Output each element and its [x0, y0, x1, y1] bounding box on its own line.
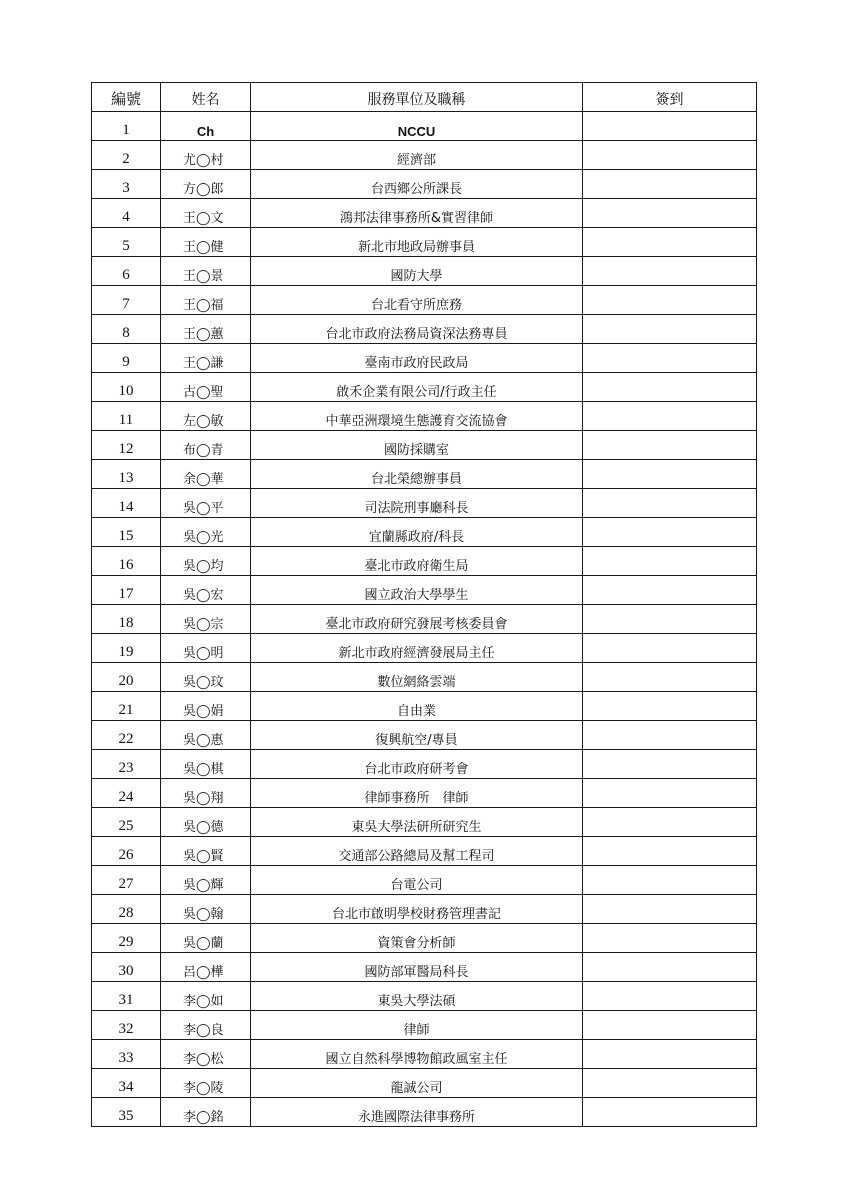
row-unit-cell: 國立政治大學學生	[251, 576, 583, 605]
row-unit-cell: 國防採購室	[251, 431, 583, 460]
row-signature-cell[interactable]	[583, 1069, 757, 1098]
row-unit-cell: 永進國際法律事務所	[251, 1098, 583, 1127]
table-row	[92, 315, 757, 344]
row-signature-cell[interactable]	[583, 547, 757, 576]
row-signature-cell[interactable]	[583, 982, 757, 1011]
row-number-cell: 20	[92, 663, 161, 692]
row-unit-cell: 經濟部	[251, 141, 583, 170]
row-unit-cell: 台北榮總辦事員	[251, 460, 583, 489]
row-number-cell: 10	[92, 373, 161, 402]
row-name-cell: 吳◯娟	[161, 692, 251, 721]
row-unit-cell: 臺南市政府民政局	[251, 344, 583, 373]
row-number-cell: 5	[92, 228, 161, 257]
table-row	[92, 895, 757, 924]
row-number-cell: 9	[92, 344, 161, 373]
row-signature-cell[interactable]	[583, 199, 757, 228]
row-number-cell: 32	[92, 1011, 161, 1040]
row-unit-cell: 東吳大學法碩	[251, 982, 583, 1011]
header-name: 姓名	[161, 83, 251, 112]
row-unit-cell: 鴻邦法律事務所&實習律師	[251, 199, 583, 228]
row-unit-cell: 司法院刑事廳科長	[251, 489, 583, 518]
row-name-cell: 吳◯宗	[161, 605, 251, 634]
row-name-cell: 王◯健	[161, 228, 251, 257]
row-number-cell: 23	[92, 750, 161, 779]
row-unit-cell: 國立自然科學博物館政風室主任	[251, 1040, 583, 1069]
table-row	[92, 431, 757, 460]
table-row	[92, 1040, 757, 1069]
table-row	[92, 634, 757, 663]
table-row	[92, 982, 757, 1011]
row-unit-cell: 台西鄉公所課長	[251, 170, 583, 199]
row-signature-cell[interactable]	[583, 112, 757, 141]
table-row	[92, 170, 757, 199]
row-unit-cell: 啟禾企業有限公司/行政主任	[251, 373, 583, 402]
row-name-cell: 吳◯棋	[161, 750, 251, 779]
row-signature-cell[interactable]	[583, 837, 757, 866]
table-row	[92, 373, 757, 402]
table-row	[92, 837, 757, 866]
table-row	[92, 112, 757, 141]
table-row	[92, 663, 757, 692]
table-row	[92, 779, 757, 808]
row-number-cell: 26	[92, 837, 161, 866]
row-number-cell: 25	[92, 808, 161, 837]
row-signature-cell[interactable]	[583, 170, 757, 199]
row-number-cell: 19	[92, 634, 161, 663]
signin-table	[91, 82, 757, 1127]
row-name-cell: 吳◯賢	[161, 837, 251, 866]
header-row	[92, 83, 757, 112]
table-row	[92, 257, 757, 286]
row-name-cell: 吳◯玟	[161, 663, 251, 692]
row-number-cell: 4	[92, 199, 161, 228]
row-unit-cell: 台北市啟明學校財務管理書記	[251, 895, 583, 924]
row-unit-cell: 宜蘭縣政府/科長	[251, 518, 583, 547]
row-number-cell: 3	[92, 170, 161, 199]
row-signature-cell[interactable]	[583, 953, 757, 982]
row-name-cell: 李◯松	[161, 1040, 251, 1069]
row-unit-cell: 臺北市政府研究發展考核委員會	[251, 605, 583, 634]
row-signature-cell[interactable]	[583, 344, 757, 373]
row-number-cell: 28	[92, 895, 161, 924]
row-name-cell: 吳◯翔	[161, 779, 251, 808]
row-name-cell: 吳◯宏	[161, 576, 251, 605]
row-unit-cell: 國防大學	[251, 257, 583, 286]
table-row	[92, 605, 757, 634]
row-signature-cell[interactable]	[583, 721, 757, 750]
row-name-cell: 布◯青	[161, 431, 251, 460]
row-unit-cell: 龍誠公司	[251, 1069, 583, 1098]
row-signature-cell[interactable]	[583, 1011, 757, 1040]
table-row	[92, 199, 757, 228]
row-name-cell: 吳◯均	[161, 547, 251, 576]
row-name-cell: 古◯聖	[161, 373, 251, 402]
row-name-cell: 李◯良	[161, 1011, 251, 1040]
row-signature-cell[interactable]	[583, 1098, 757, 1127]
row-number-cell: 12	[92, 431, 161, 460]
table-row	[92, 344, 757, 373]
row-unit-cell: 資策會分析師	[251, 924, 583, 953]
row-signature-cell[interactable]	[583, 228, 757, 257]
row-name-cell: 王◯文	[161, 199, 251, 228]
row-signature-cell[interactable]	[583, 489, 757, 518]
row-unit-cell: 東吳大學法研所研究生	[251, 808, 583, 837]
header-sign: 簽到	[583, 83, 757, 112]
table-row	[92, 692, 757, 721]
row-name-cell: 吳◯光	[161, 518, 251, 547]
table-row	[92, 1011, 757, 1040]
row-unit-cell: 新北市地政局辦事員	[251, 228, 583, 257]
row-number-cell: 14	[92, 489, 161, 518]
row-name-cell: 吳◯蘭	[161, 924, 251, 953]
row-unit-cell: 復興航空/專員	[251, 721, 583, 750]
row-name-cell: 余◯華	[161, 460, 251, 489]
row-unit-cell: 中華亞洲環境生態護育交流協會	[251, 402, 583, 431]
row-number-cell: 27	[92, 866, 161, 895]
row-number-cell: 13	[92, 460, 161, 489]
row-name-cell: Ch	[161, 112, 251, 141]
header-number: 編號	[92, 83, 161, 112]
row-name-cell: 吳◯輝	[161, 866, 251, 895]
row-number-cell: 18	[92, 605, 161, 634]
row-signature-cell[interactable]	[583, 576, 757, 605]
row-name-cell: 吳◯翰	[161, 895, 251, 924]
row-unit-cell: 律師事務所 律師	[251, 779, 583, 808]
row-unit-cell: 國防部軍醫局科長	[251, 953, 583, 982]
row-signature-cell[interactable]	[583, 141, 757, 170]
row-number-cell: 6	[92, 257, 161, 286]
row-name-cell: 李◯銘	[161, 1098, 251, 1127]
row-number-cell: 21	[92, 692, 161, 721]
row-name-cell: 王◯景	[161, 257, 251, 286]
row-number-cell: 15	[92, 518, 161, 547]
row-signature-cell[interactable]	[583, 866, 757, 895]
row-number-cell: 33	[92, 1040, 161, 1069]
row-signature-cell[interactable]	[583, 1040, 757, 1069]
row-number-cell: 22	[92, 721, 161, 750]
row-unit-cell: 自由業	[251, 692, 583, 721]
row-unit-cell: 台電公司	[251, 866, 583, 895]
table-row	[92, 228, 757, 257]
row-signature-cell[interactable]	[583, 460, 757, 489]
row-number-cell: 16	[92, 547, 161, 576]
row-name-cell: 尤◯村	[161, 141, 251, 170]
row-name-cell: 方◯郎	[161, 170, 251, 199]
row-signature-cell[interactable]	[583, 315, 757, 344]
row-name-cell: 吳◯惠	[161, 721, 251, 750]
row-unit-cell: NCCU	[251, 112, 583, 141]
row-name-cell: 左◯敏	[161, 402, 251, 431]
row-unit-cell: 台北市政府研考會	[251, 750, 583, 779]
row-number-cell: 35	[92, 1098, 161, 1127]
row-signature-cell[interactable]	[583, 518, 757, 547]
row-signature-cell[interactable]	[583, 634, 757, 663]
row-signature-cell[interactable]	[583, 924, 757, 953]
row-number-cell: 30	[92, 953, 161, 982]
row-signature-cell[interactable]	[583, 663, 757, 692]
row-number-cell: 34	[92, 1069, 161, 1098]
header-unit: 服務單位及職稱	[251, 83, 583, 112]
row-unit-cell: 律師	[251, 1011, 583, 1040]
row-signature-cell[interactable]	[583, 373, 757, 402]
row-number-cell: 7	[92, 286, 161, 315]
row-signature-cell[interactable]	[583, 257, 757, 286]
row-signature-cell[interactable]	[583, 402, 757, 431]
row-signature-cell[interactable]	[583, 692, 757, 721]
row-signature-cell[interactable]	[583, 895, 757, 924]
row-number-cell: 29	[92, 924, 161, 953]
table-row	[92, 721, 757, 750]
table-row	[92, 1069, 757, 1098]
row-number-cell: 24	[92, 779, 161, 808]
row-unit-cell: 台北市政府法務局資深法務專員	[251, 315, 583, 344]
table-row	[92, 924, 757, 953]
row-signature-cell[interactable]	[583, 779, 757, 808]
row-signature-cell[interactable]	[583, 286, 757, 315]
table-row	[92, 286, 757, 315]
table-row	[92, 489, 757, 518]
row-name-cell: 王◯蕙	[161, 315, 251, 344]
row-name-cell: 李◯陵	[161, 1069, 251, 1098]
table-row	[92, 576, 757, 605]
row-signature-cell[interactable]	[583, 750, 757, 779]
row-number-cell: 11	[92, 402, 161, 431]
table-row	[92, 402, 757, 431]
table-row	[92, 141, 757, 170]
table-row	[92, 953, 757, 982]
table-row	[92, 808, 757, 837]
row-number-cell: 8	[92, 315, 161, 344]
table-body	[92, 112, 757, 1127]
table-header	[92, 83, 757, 112]
row-signature-cell[interactable]	[583, 605, 757, 634]
row-number-cell: 31	[92, 982, 161, 1011]
row-signature-cell[interactable]	[583, 431, 757, 460]
row-unit-cell: 臺北市政府衛生局	[251, 547, 583, 576]
table-row	[92, 460, 757, 489]
row-name-cell: 呂◯樺	[161, 953, 251, 982]
row-signature-cell[interactable]	[583, 808, 757, 837]
row-unit-cell: 數位網絡雲端	[251, 663, 583, 692]
row-number-cell: 2	[92, 141, 161, 170]
table-row	[92, 1098, 757, 1127]
table-row	[92, 750, 757, 779]
row-unit-cell: 新北市政府經濟發展局主任	[251, 634, 583, 663]
row-name-cell: 王◯福	[161, 286, 251, 315]
table-row	[92, 518, 757, 547]
table-row	[92, 547, 757, 576]
row-name-cell: 吳◯德	[161, 808, 251, 837]
table-row	[92, 866, 757, 895]
row-name-cell: 吳◯平	[161, 489, 251, 518]
row-number-cell: 1	[92, 112, 161, 141]
row-number-cell: 17	[92, 576, 161, 605]
row-name-cell: 李◯如	[161, 982, 251, 1011]
row-unit-cell: 台北看守所庶務	[251, 286, 583, 315]
row-name-cell: 吳◯明	[161, 634, 251, 663]
row-unit-cell: 交通部公路總局及幫工程司	[251, 837, 583, 866]
row-name-cell: 王◯謙	[161, 344, 251, 373]
